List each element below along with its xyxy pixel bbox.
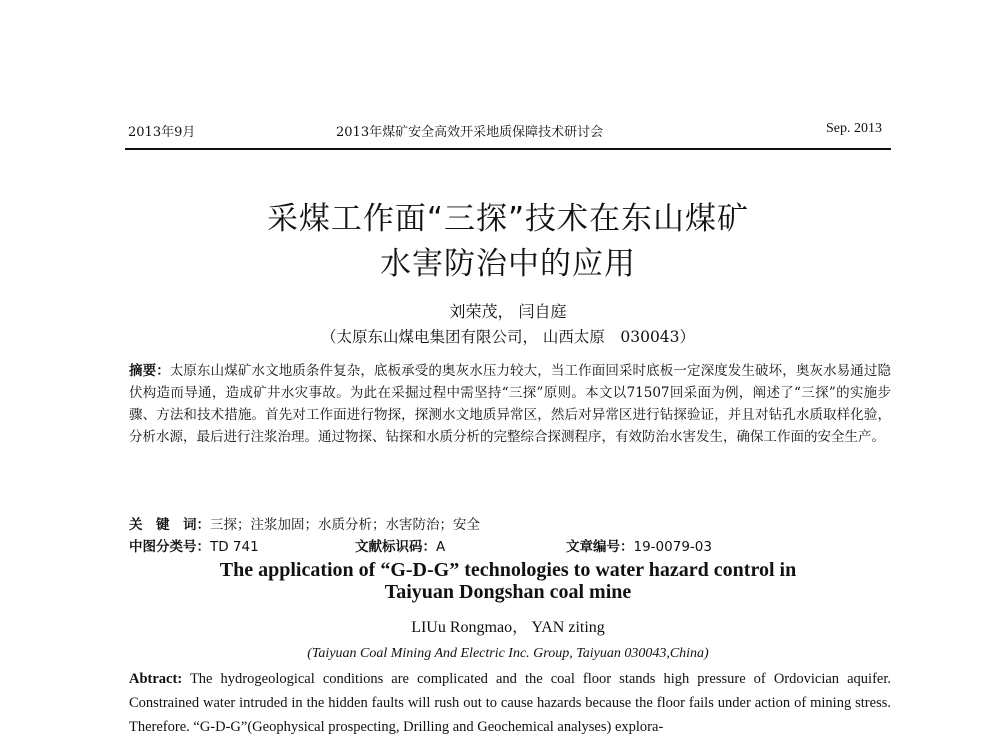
- keywords-cn: [129, 513, 891, 533]
- doc-code-field: [355, 535, 445, 555]
- title-cn-line1: 采煤工作面“三探”技术在东山煤矿: [266, 201, 750, 237]
- header-date-en: Sep. 2013: [826, 121, 882, 136]
- abstract-cn-text: 太原东山煤矿水文地质条件复杂，底板承受的奥灰水压力较大，当工作面回采时底板一定深度发生破坏，奥灰水易通过隐伏构造而导通，造成矿井水灾事故。为此在采掘过程中需坚持“三探”原则。本文以71507回采面为例，阐述了“三探”的实施步骤、方法和技术措施。首先对工作面进行物探，探测水文地质异常区，然后对异常区进行钻探验证，并且对钻孔水质取样化验，分析水源，最后进行注浆治理。通过物探、钻探和水质分析的完整综合探测程序，有效防治水害发生，确保工作面的安全生产。: [129, 363, 891, 445]
- abstract-en-text: The hydrogeological conditions are complicated and the coal floor stands high pressure of Ordovician aquifer. Constrained water intruded in the hidden faults will rush out to cause hazards because the floor fails under action of mining stress. Therefore. “G-D-G”(Geophysical prospecting, Drilling and Geochemical analyses) explora-: [129, 671, 891, 735]
- doc-code-value: A: [436, 539, 446, 555]
- abstract-en: [129, 667, 891, 739]
- affiliation-en: (Taiyuan Coal Mining And Electric Inc. Group, Taiyuan 030043,China): [307, 646, 709, 661]
- title-en-line2: Taiyuan Dongshan coal mine: [384, 581, 632, 603]
- affiliation-cn: （太原东山煤电集团有限公司， 山西太原 030043）: [320, 328, 696, 346]
- title-cn-line2: 水害防治中的应用: [380, 246, 636, 282]
- clc-label: 中图分类号：: [129, 539, 210, 555]
- article-no-label: 文章编号：: [566, 539, 634, 555]
- article-no-value: 19-0079-03: [633, 539, 712, 555]
- doc-code-label: 文献标识码：: [355, 539, 436, 555]
- article-no-field: [566, 535, 712, 555]
- abstract-en-label: Abtract:: [129, 671, 183, 687]
- clc-value: TD 741: [210, 539, 259, 555]
- keywords-cn-text: 三探；注浆加固；水质分析；水害防治；安全: [210, 517, 480, 533]
- header-conference: 2013年煤矿安全高效开采地质保障技术研讨会: [336, 125, 604, 140]
- abstract-cn-label: 摘要：: [129, 363, 170, 379]
- abstract-cn: [129, 360, 891, 448]
- title-en-line1: The application of “G-D-G” technologies to water hazard control in: [219, 559, 797, 581]
- authors-en: LIUu Rongmao， YAN ziting: [411, 619, 605, 636]
- header-rule: [125, 148, 891, 150]
- keywords-cn-label: 关 键 词：: [129, 517, 210, 533]
- header-date-cn: 2013年9月: [128, 125, 196, 140]
- clc-field: [129, 535, 259, 555]
- authors-cn: 刘荣茂， 闫自庭: [449, 302, 567, 321]
